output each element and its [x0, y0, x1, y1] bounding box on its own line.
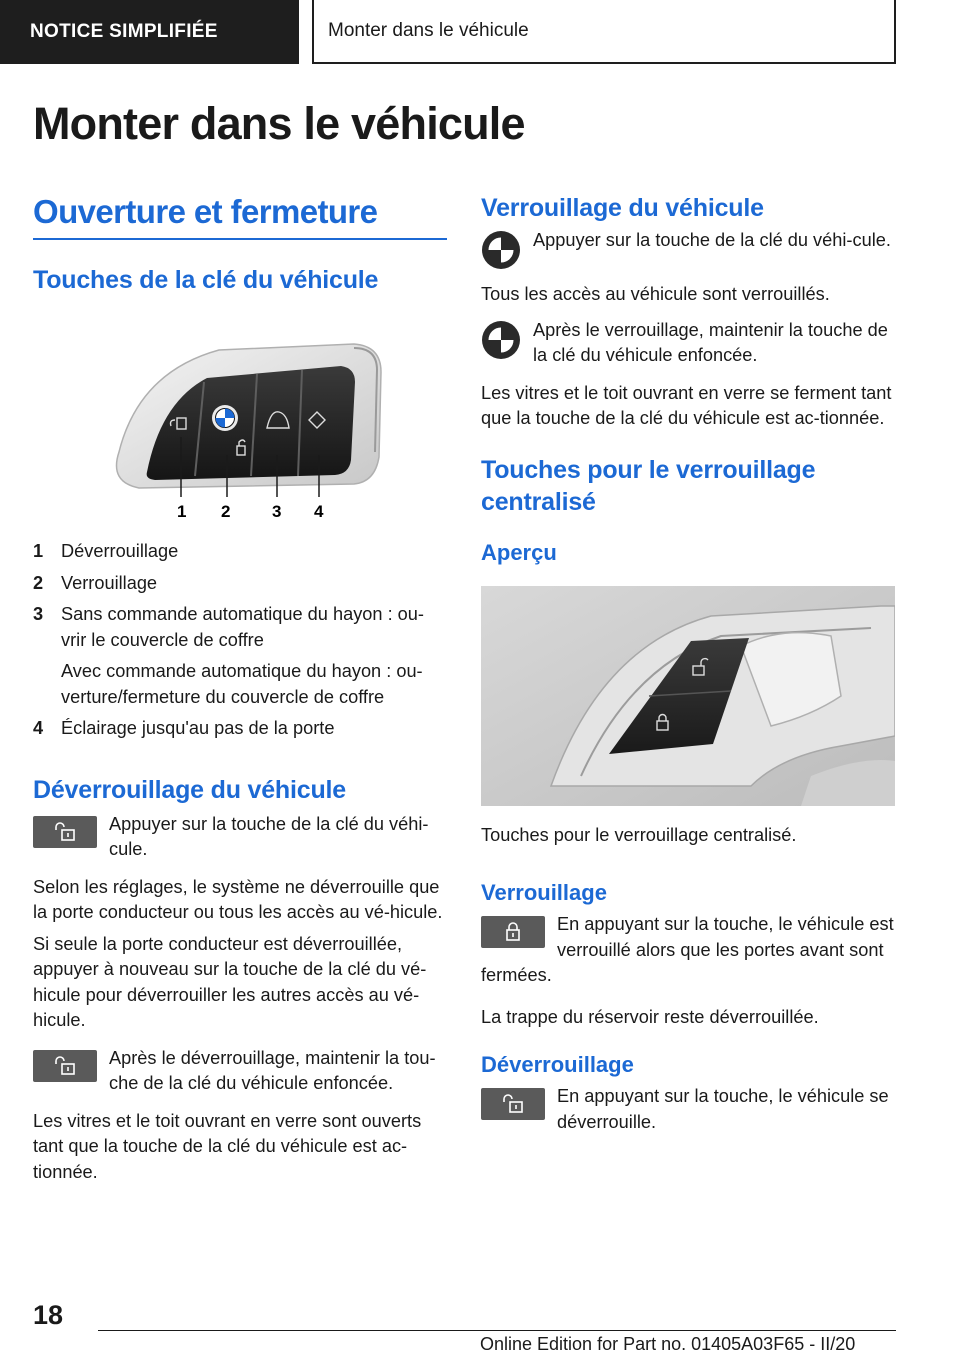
footer-rule [98, 1330, 896, 1331]
unlock-step-1-text: Appuyer sur la touche de la clé du véhi-cule. [109, 813, 429, 859]
lock-button-icon [481, 916, 545, 948]
keys-title: Touches de la clé du véhicule [33, 266, 379, 294]
header-chapter-tab [312, 0, 896, 64]
section-rule [33, 238, 447, 240]
list-item-text: Déverrouillage [61, 541, 179, 561]
list-item-subtext: Avec commande automatique du hayon : ou-verture/fermeture du couvercle de coffre [61, 661, 423, 707]
footer-edition: Online Edition for Part no. 01405A03F65 - II/20 [480, 1334, 856, 1354]
header-section-tab [0, 0, 299, 64]
figure-caption: Touches pour le verrouillage centralisé. [481, 824, 797, 845]
unlock-paragraph-2: Selon les réglages, le système ne déverrouille que la porte conducteur ou tous les accès au vé-hicule. [33, 876, 443, 922]
list-item-text: Sans commande automatique du hayon : ou-vrir le couvercle de coffre [61, 604, 424, 650]
central-locking-title: Touches pour le verrouillage centralisé [481, 455, 816, 516]
callout-4: 4 [314, 502, 324, 521]
lock-paragraph-2: Tous les accès au véhicule sont verrouillés. [481, 284, 830, 304]
locking-title: Verrouillage [481, 880, 607, 905]
unlock-button-icon [33, 1050, 97, 1082]
unlocking-step-text: En appuyant sur la touche, le véhicule se déverrouille. [557, 1086, 889, 1132]
bmw-logo-icon [481, 230, 521, 270]
bmw-logo-icon [481, 320, 521, 360]
left-column [33, 190, 447, 1185]
unlock-button-icon [481, 1088, 545, 1120]
unlocking-step [481, 1084, 895, 1135]
unlock-step-2-text: Après le déverrouillage, maintenir la tou-che de la clé du véhicule enfoncée. [109, 1047, 436, 1093]
list-item [33, 539, 447, 565]
locking-step-text: En appuyant sur la touche, le véhicule est verrouillé alors que les portes avant sont fermées. [481, 914, 894, 985]
unlock-title: Déverrouillage du véhicule [33, 775, 346, 804]
key-legend-list [33, 539, 447, 742]
callout-2: 2 [221, 502, 231, 521]
unlocking-title: Déverrouillage [481, 1052, 634, 1077]
page-number: 18 [33, 1300, 64, 1330]
list-item-number: 4 [33, 718, 44, 738]
callout-1: 1 [177, 502, 187, 521]
overview-title: Aperçu [481, 539, 557, 565]
list-item-number: 2 [33, 572, 44, 593]
unlock-step-2 [33, 1046, 447, 1097]
lock-paragraph-4: Les vitres et le toit ouvrant en verre se ferment tant que la touche de la clé du véhicule est ac-tionnée. [481, 382, 892, 428]
header-section-label: NOTICE SIMPLIFIÉE [30, 21, 218, 42]
unlock-paragraph-3: Si seule la porte conducteur est déverrouillée, appuyer à nouveau sur la touche de la clé du vé-hicule pour déverrouiller les autres accès au vé-hicule. [33, 933, 427, 1030]
central-locking-buttons-illustration [481, 586, 895, 806]
unlock-step-1 [33, 812, 447, 863]
lock-title: Verrouillage du véhicule [481, 194, 764, 222]
header-chapter-label: Monter dans le véhicule [328, 20, 529, 41]
lock-step-1-text: Appuyer sur la touche de la clé du véhi-cule. [533, 230, 891, 250]
page-title: Monter dans le véhicule [33, 98, 525, 149]
list-item [33, 716, 447, 742]
list-item [33, 602, 447, 653]
unlock-paragraph-5: Les vitres et le toit ouvrant en verre sont ouverts tant que la touche de la clé du véhicule est ac-tionnée. [33, 1110, 422, 1182]
callout-3: 3 [272, 502, 282, 521]
right-column [481, 190, 895, 1135]
unlock-button-icon [33, 816, 97, 848]
list-item-text: Verrouillage [61, 572, 158, 593]
list-item [33, 571, 447, 597]
list-item-number: 1 [33, 541, 44, 561]
locking-step [481, 912, 895, 989]
lock-step-2 [481, 318, 895, 369]
locking-paragraph-2: La trappe du réservoir reste déverrouillée. [481, 1006, 819, 1027]
section-title: Ouverture et fermeture [33, 193, 378, 230]
list-item-number: 3 [33, 604, 44, 624]
lock-step-1 [481, 228, 895, 270]
key-fob-illustration [99, 342, 419, 522]
lock-step-2-text: Après le verrouillage, maintenir la touche de la clé du véhicule enfoncée. [533, 319, 888, 365]
list-item-text: Éclairage jusqu'au pas de la porte [61, 718, 335, 738]
